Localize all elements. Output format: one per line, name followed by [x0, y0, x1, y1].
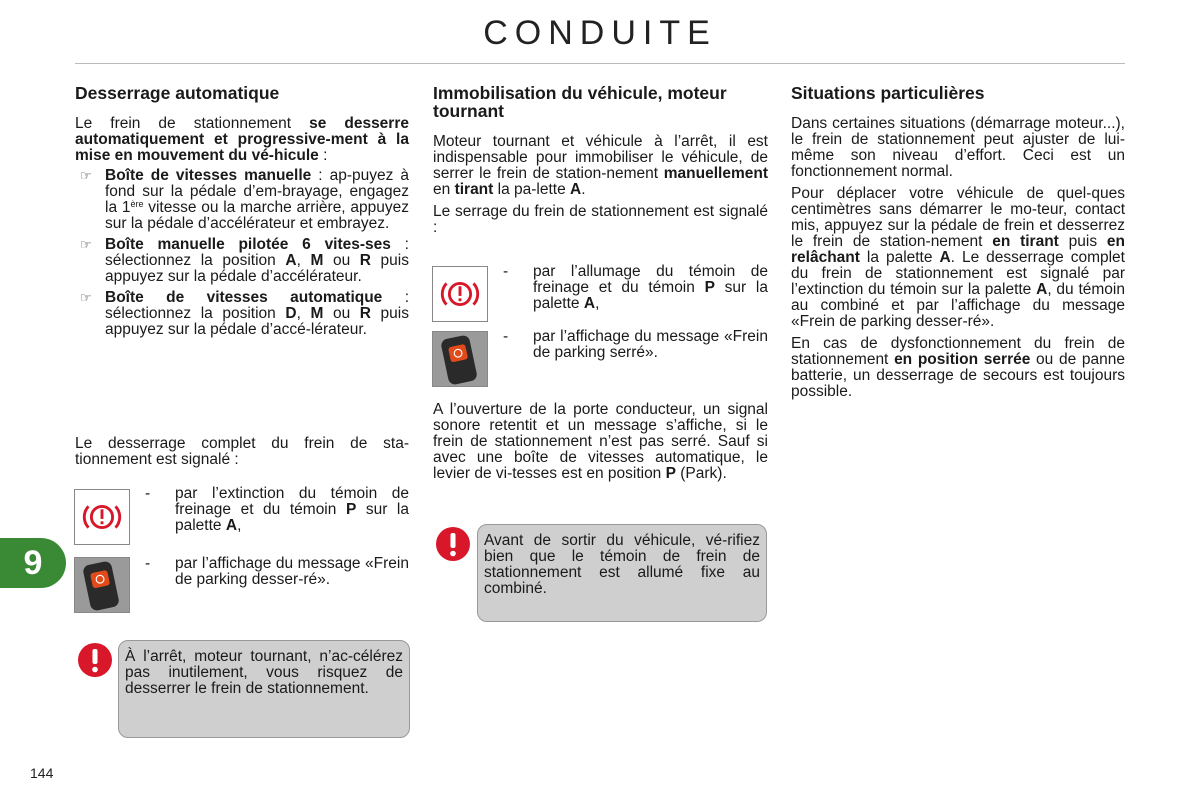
item-bold: P [704, 279, 715, 296]
p-text: en [433, 181, 455, 198]
p-bold: tirant [454, 181, 494, 198]
item-bold: A [225, 517, 238, 534]
bullet-text: ou [323, 305, 360, 322]
p-text: ou de panne batterie, un desserrage de secours est toujours possible. [791, 351, 1125, 400]
header-divider [75, 63, 1125, 64]
warning-note-leaving [477, 524, 767, 622]
p-text: la pa-lette [493, 181, 570, 198]
intro-bold: se desserre automatiquement et progressive-ment à la mise en mouvement du vé-hicule [75, 115, 409, 164]
p-text: Moteur tournant et véhicule à l’arrêt, il est indispensable pour immobiliser le véhicule, de serrer le frein de station-nement [433, 133, 768, 182]
bullet-text: , [296, 252, 311, 269]
bullet-bold: D [285, 305, 297, 322]
p-bold: en tirant [992, 233, 1059, 250]
section-heading: Immobilisation du véhicule, moteur tournant [433, 83, 727, 121]
bullet-bold: Boîte de vitesses manuelle [105, 167, 312, 184]
apply-signal-item-2 [503, 329, 768, 379]
item-text-part: sur la palette [533, 279, 768, 312]
release-signal-item-2 [145, 556, 409, 606]
p-text: . Le desserrage complet du frein de stationnement est signalé par l’extinction du témoin sur la palette [791, 249, 1125, 298]
p-bold: A [570, 181, 582, 198]
item-text: par l’affichage du message «Frein de parking desser-ré». [175, 555, 409, 588]
bullet-text: vitesse ou la marche arrière, appuyez sur la pédale d’accélérateur et embrayez. [105, 199, 409, 232]
item-text-part: par l’allumage du témoin de freinage et du témoin [533, 263, 768, 296]
item-bold: A [583, 295, 596, 312]
p-text: la palette [859, 249, 940, 266]
exclamation-warning-icon [436, 527, 470, 561]
item-text-part: sur la palette [175, 501, 409, 534]
pointing-hand-icon: ☞ [80, 290, 92, 305]
paragraph-1 [433, 134, 768, 198]
note-text: Avant de sortir du véhicule, vé-rifiez bien que le témoin de frein de stationnement est allumé fixe au combiné. [484, 532, 760, 597]
bullet-bold: Boîte de vitesses automatique [105, 289, 383, 306]
p-bold: en relâchant [791, 233, 1125, 266]
bullet-piloted [75, 237, 409, 285]
item-bold: P [345, 501, 357, 518]
signal-text: Le desserrage complet du frein de sta-tionnement est signalé : [75, 435, 409, 468]
bullet-text: ou [323, 252, 360, 269]
intro-paragraph [75, 116, 409, 164]
brake-warning-icon [432, 266, 488, 322]
item-text [533, 264, 768, 312]
superscript: ère [130, 199, 144, 209]
column-immobilisation [433, 84, 768, 236]
paragraph-2 [791, 186, 1125, 330]
p-bold: A [1036, 281, 1048, 298]
parking-lever-icon [432, 331, 488, 387]
p-text: puis [1058, 233, 1107, 250]
bullet-bold: R [359, 252, 371, 269]
column-desserrage [75, 84, 409, 338]
dash: - [145, 555, 151, 572]
p-text: Pour déplacer votre véhicule de quel-ques centimètres sans démarrer le mo-teur, contact mis, appuyez sur la pédale de frein et desserrez le frein de station-nement [791, 185, 1125, 250]
column-situations [791, 84, 1125, 400]
bullet-text: puis appuyez sur la pédale d’accélérateur. [105, 252, 409, 285]
section-heading: Desserrage automatique [75, 83, 280, 103]
dash: - [503, 263, 509, 280]
p-text: . [581, 181, 586, 198]
p-text: , du témoin au combiné et par l’affichage du message «Frein de parking desser-ré». [791, 281, 1125, 330]
paragraph-1: Dans certaines situations (démarrage moteur...), le frein de stationnement peut ajuster de lui-même son niveau d’effort. Ceci est un fonctionnement normal. [791, 115, 1125, 180]
page-number: 144 [30, 765, 54, 781]
bullet-text: : ap-puyez à fond sur la pédale d’em-brayage, engagez la 1 [105, 167, 410, 216]
bullet-text: puis appuyez sur la pédale d’accé-lérateur. [105, 305, 409, 338]
bullet-bold: A [285, 252, 297, 269]
pointing-hand-icon: ☞ [80, 237, 92, 252]
p-text: A l’ouverture de la porte conducteur, un signal sonore retentit et un message s’affiche, si le frein de stationnement n’est pas serré. Sauf si avec une boîte de vitesses automatique, le levier de vi-tesses est en position [433, 401, 768, 482]
exclamation-warning-icon [78, 643, 112, 677]
intro-end: : [318, 147, 328, 164]
item-text-part: , [237, 517, 242, 534]
bullet-text: , [296, 305, 311, 322]
pointing-hand-icon: ☞ [80, 168, 92, 183]
p-bold: en position serrée [894, 351, 1031, 368]
dash: - [503, 328, 509, 345]
chapter-tab: 9 [0, 538, 66, 588]
p-bold: manuellement [663, 165, 768, 182]
bullet-bold: Boîte manuelle pilotée 6 vites-ses [105, 236, 391, 253]
door-signal-paragraph [433, 402, 768, 482]
item-text-part: par l’extinction du témoin de freinage et du témoin [175, 485, 409, 518]
item-text [175, 486, 409, 534]
intro-text: Le frein de stationnement [75, 115, 310, 132]
p-bold: A [939, 249, 951, 266]
bullet-text: : sélectionnez la position [105, 289, 409, 322]
p-text: En cas de dysfonctionnement du frein de stationnement [791, 335, 1125, 368]
p-text: (Park). [675, 465, 727, 482]
page-title: CONDUITE [483, 14, 717, 52]
release-signal-paragraph [75, 436, 409, 468]
bullet-bold: M [310, 305, 324, 322]
warning-note-engine [118, 640, 410, 738]
bullet-bold: R [359, 305, 371, 322]
note-text: À l’arrêt, moteur tournant, n’ac-célérez pas inutilement, vous risquez de desserrer le frein de stationnement. [125, 648, 403, 697]
item-text: par l’affichage du message «Frein de parking serré». [533, 328, 768, 361]
section-heading: Situations particulières [791, 83, 985, 103]
parking-lever-icon [74, 557, 130, 613]
apply-signal-item-1 [503, 264, 768, 314]
bullet-automatic [75, 290, 409, 338]
brake-warning-icon [74, 489, 130, 545]
item-text-part: , [595, 295, 600, 312]
paragraph-2: Le serrage du frein de stationnement est signalé : [433, 203, 768, 236]
paragraph-3 [433, 402, 768, 482]
bullet-bold: M [310, 252, 324, 269]
dash: - [145, 485, 151, 502]
p-bold: P [665, 465, 676, 482]
release-signal-item-1 [145, 486, 409, 536]
paragraph-3 [791, 336, 1125, 400]
bullet-manual [75, 168, 409, 232]
bullet-text: : sélectionnez la position [105, 236, 409, 269]
